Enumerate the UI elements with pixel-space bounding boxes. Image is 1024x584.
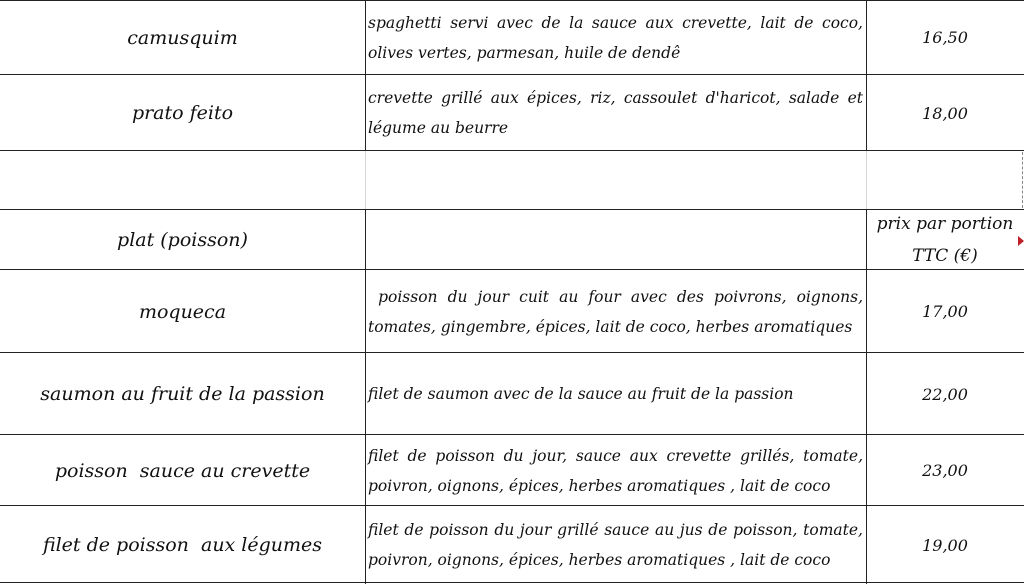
- dish-description: filet de saumon avec de la sauce au fruit de la passion: [368, 385, 794, 403]
- table-row: [0, 506, 1024, 584]
- section-header-row: [0, 210, 1024, 270]
- price-column-header: [866, 210, 1024, 270]
- gridline: [0, 434, 1024, 435]
- price-header-line1: prix par portion: [876, 214, 1014, 234]
- dish-price: 22,00: [922, 384, 968, 404]
- table-row: [0, 353, 1024, 435]
- gridline: [0, 74, 1024, 75]
- dish-price: 23,00: [922, 461, 968, 480]
- dish-description: filet de poisson du jour, sauce aux crevette grillés, tomate, poivron, oignons, épices, herbes aromatiques , lait de coco: [368, 446, 863, 495]
- gridline: [0, 269, 1024, 270]
- gridline: [0, 505, 1024, 506]
- gridline: [365, 209, 366, 584]
- table-row: [0, 435, 1024, 506]
- empty-row: [0, 151, 1024, 210]
- dish-description: poisson du jour cuit au four avec des poivrons, oignons, tomates, gingembre, épices, lait de coco, herbes aromatiques: [368, 287, 868, 336]
- gridline: [0, 352, 1024, 353]
- gridline: [0, 582, 1024, 583]
- dish-name: saumon au fruit de la passion: [40, 383, 325, 405]
- dish-price: 17,00: [922, 302, 968, 321]
- dish-price: 18,00: [922, 103, 968, 123]
- gridline: [0, 0, 1024, 1]
- dish-price: 16,50: [922, 28, 968, 47]
- table-row: [0, 75, 1024, 151]
- gridline: [365, 151, 366, 210]
- gridline: [365, 0, 366, 151]
- dish-name: camusquim: [127, 26, 238, 49]
- page-break-dash: [1022, 152, 1023, 208]
- dish-description: crevette grillé aux épices, riz, cassoulet d'haricot, salade et légume au beurre: [368, 89, 863, 137]
- dish-description: spaghetti servi avec de la sauce aux crevette, lait de coco, olives vertes, parmesan, huile de dendê: [368, 13, 863, 62]
- gridline: [0, 209, 1024, 210]
- dish-name: poisson sauce au crevette: [54, 459, 311, 482]
- dish-name: moqueca: [138, 300, 227, 323]
- comment-marker-icon[interactable]: [1018, 236, 1024, 246]
- gridline: [866, 0, 867, 151]
- empty-description-cell: [365, 210, 866, 270]
- gridline: [866, 151, 867, 210]
- table-row: [0, 0, 1024, 75]
- dish-description: filet de poisson du jour grillé sauce au jus de poisson, tomate, poivron, oignons, épices, herbes aromatiques , lait de coco: [368, 521, 863, 569]
- gridline: [0, 150, 1024, 151]
- dish-price: 19,00: [922, 535, 968, 555]
- dish-name: prato feito: [131, 102, 234, 124]
- section-title: plat (poisson): [117, 229, 248, 251]
- gridline: [866, 209, 867, 584]
- table-row: [0, 270, 1024, 353]
- dish-name: filet de poisson aux légumes: [42, 534, 323, 556]
- price-header-line2: TTC (€): [912, 246, 978, 266]
